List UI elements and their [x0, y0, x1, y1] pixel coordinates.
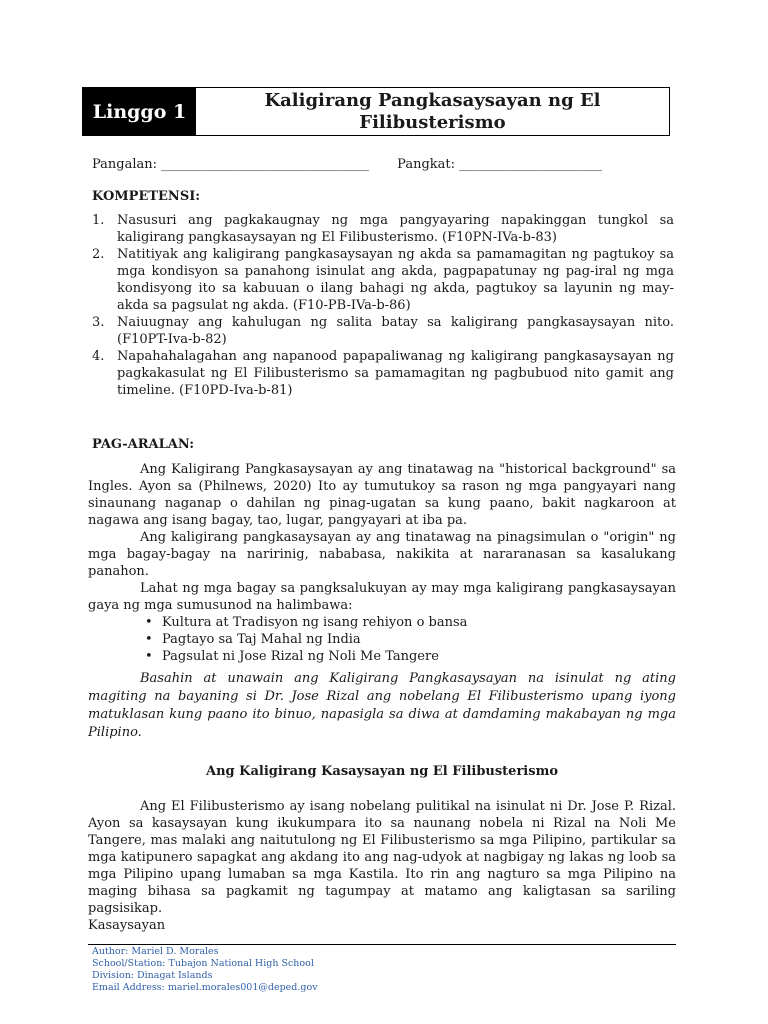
name-field[interactable]: Pangalan: ________________________________ — [92, 157, 370, 172]
student-fields — [92, 157, 602, 172]
paragraph: Ang Kaligirang Pangkasaysayan ay ang tinatawag na "historical background" sa Ingles. Ayon sa (Philnews, 2020) Ito ay tumutukoy sa rason ng mga pangyayari nang sinaunang naganap o dahilan ng pinag-ugatan sa kung paano, bakit nagkaroon at nagawa ang isang bagay, tao, lugar, pangyayari at iba pa. — [88, 462, 676, 528]
lesson-title-line2: Filibusterismo — [359, 111, 506, 133]
footer-email: Email Address: mariel.morales001@deped.gov — [92, 982, 318, 993]
paragraph: Ang kaligirang pangkasaysayan ay ang tinatawag na pinagsimulan o "origin" ng mga bagay-bagay na naririnig, nababasa, nakikita at nararanasan sa kasalukang panahon. — [88, 530, 676, 579]
article-section — [88, 798, 676, 934]
list-item: • Pagsulat ni Jose Rizal ng Noli Me Tangere — [145, 649, 439, 664]
footer-division: Division: Dinagat Islands — [92, 970, 213, 981]
article-title: Ang Kaligirang Kasaysayan ng El Filibusterismo — [206, 764, 558, 779]
paragraph: Lahat ng mga bagay sa pangksalukuyan ay may mga kaligirang pangkasaysayan gaya ng mga sumusunod na halimbawa: — [88, 581, 676, 613]
lesson-header — [82, 87, 670, 136]
paragraph: Ang El Filibusterismo ay isang nobelang pulitikal na isinulat ni Dr. Jose P. Rizal. Ayon sa kasaysayan kung ikukumpara ito sa naunang nobela ni Rizal na Noli Me Tangere, mas malaki ang naitutulong ng El Filibusterismo sa mga Pilipino, partikular sa mga katipunero sapagkat ang akdang ito ang nag-udyok at nagbigay ng lakas ng loob sa mga Pilipino upang lumaban sa mga Kastila. Ito rin ang nagturo sa mga Pilipino na maging bihasa sa pagkamit ng tagumpay at matamo ang kaligtasan sa sariling pagsisikap. — [88, 799, 676, 916]
bullet-icon: • — [145, 615, 153, 630]
list-item: 2. Natitiyak ang kaligirang pangkasaysayan ng akda sa pamamagitan ng pagtukoy sa mga kondisyon sa panahong isinulat ang akda, pagpapatunay ng pag-iral ng mga kondisyong ito sa kabuuan o ilang bahagi ng akda, pagtukoy sa layunin ng may-akda sa pagsulat ng akda. (F10-PB-IVa-b-86) — [92, 247, 674, 313]
bullet-icon: • — [145, 632, 153, 647]
competency-list — [92, 212, 674, 399]
competency-heading: KOMPETENSI: — [92, 189, 201, 204]
paragraph: Kasaysayan — [88, 918, 166, 933]
study-section — [88, 461, 676, 665]
study-heading: PAG-ARALAN: — [92, 437, 195, 452]
bullet-icon: • — [145, 649, 153, 664]
footer-divider — [88, 944, 676, 945]
footer-author: Author: Mariel D. Morales — [92, 946, 219, 957]
list-item: 3. Naiuugnay ang kahulugan ng salita batay sa kaligirang pangkasaysayan nito. (F10PT-Iva-b-82) — [92, 315, 674, 347]
list-item: 4. Napahahalagahan ang napanood papapaliwanag ng kaligirang pangkasaysayan ng pagkakasulat ng El Filibusterismo sa pamamagitan ng pagbubuod nito gamit ang timeline. (F10PD-Iva-b-81) — [92, 349, 674, 398]
example-list — [88, 614, 676, 665]
lesson-title — [196, 88, 669, 135]
instruction-paragraph: Basahin at unawain ang Kaligirang Pangkasaysayan na isinulat ng ating magiting na bayaning si Dr. Jose Rizal ang nobelang El Filibusterismo upang iyong matuklasan kung paano ito binuo, napasigla sa diwa at damdaming makabayan ng mga Pilipino. — [88, 671, 676, 740]
lesson-title-line1: Kaligirang Pangkasaysayan ng El — [264, 89, 601, 111]
list-item: • Pagtayo sa Taj Mahal ng India — [145, 632, 361, 647]
footer-school: School/Station: Tubajon National High School — [92, 958, 314, 969]
week-label: Linggo 1 — [83, 88, 196, 135]
list-item: 1. Nasusuri ang pagkakaugnay ng mga pangyayaring napakinggan tungkol sa kaligirang pangkasaysayan ng El Filibusterismo. (F10PN-IVa-b-83) — [92, 213, 674, 245]
footer — [92, 946, 318, 994]
list-item: • Kultura at Tradisyon ng isang rehiyon o bansa — [145, 615, 468, 630]
group-field[interactable]: Pangkat: ______________________ — [397, 157, 603, 172]
instruction-section — [88, 670, 676, 742]
